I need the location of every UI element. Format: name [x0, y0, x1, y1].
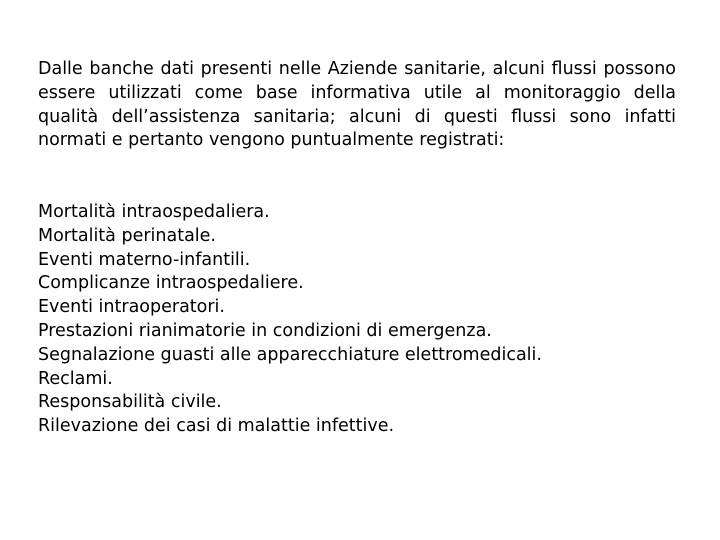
list-item: Segnalazione guasti alle apparecchiature elettromedicali. [38, 344, 542, 365]
list-item: Rilevazione dei casi di malattie infettive. [38, 416, 395, 437]
data-flows-list [38, 201, 678, 439]
list-item: Eventi materno-infantili. [38, 249, 251, 270]
list-item: Mortalità intraospedaliera. [38, 202, 270, 222]
list-item: Eventi intraoperatori. [38, 297, 225, 318]
intro-paragraph: Dalle banche dati presenti nelle Aziende sanitarie, alcuni flussi possono essere utilizzati come base informativa utile al monitoraggio della qualità dell’assistenza sanitaria; alcuni di questi flussi sono infatti normati e pertanto vengono puntualmente registrati: [38, 59, 676, 151]
list-item: Prestazioni rianimatorie in condizioni di emergenza. [38, 320, 492, 341]
list-item: Complicanze intraospedaliere. [38, 273, 304, 294]
list-item: Responsabilità civile. [38, 392, 222, 413]
list-item: Mortalità perinatale. [38, 225, 216, 246]
list-item: Reclami. [38, 368, 113, 389]
